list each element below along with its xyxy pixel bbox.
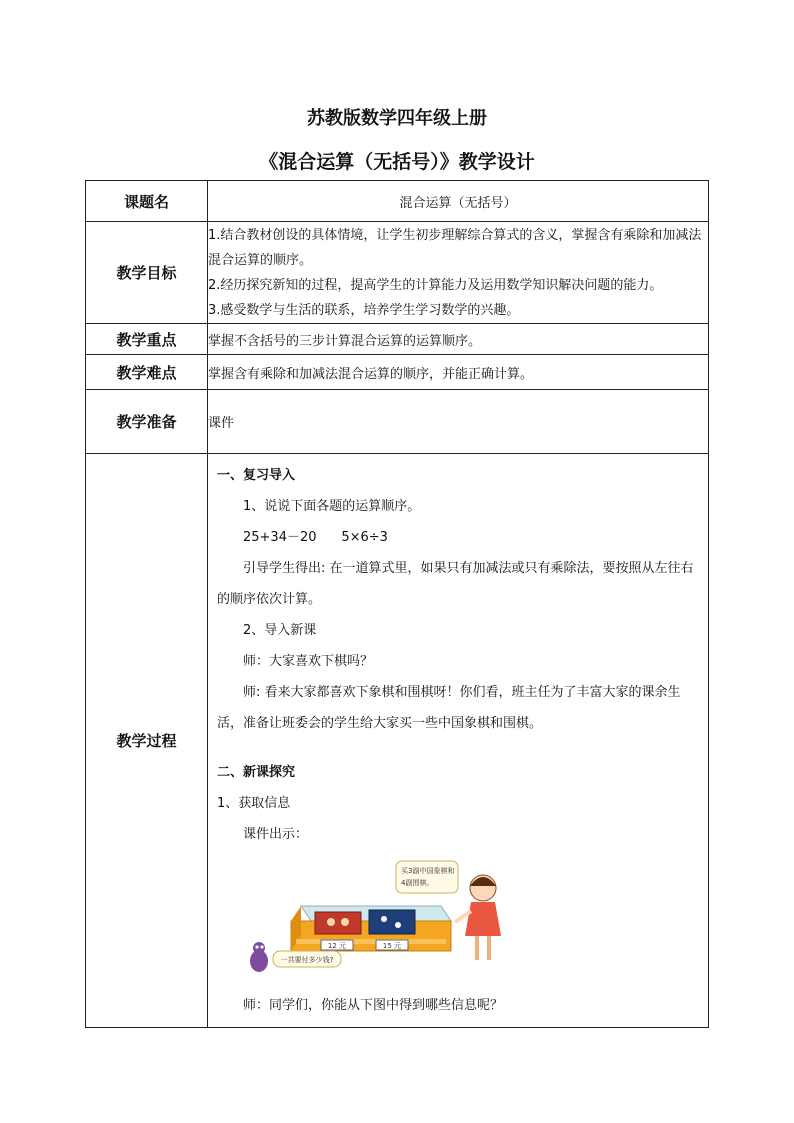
process-paragraph: 1、说说下面各题的运算顺序。 [243,499,421,514]
key-points-label: 教学重点 [86,324,208,355]
process-paragraph: 1、获取信息 [217,796,291,811]
goals-value [208,222,709,324]
process-paragraph: 2、导入新课 [243,623,317,638]
document-title: 苏教版数学四年级上册 [307,108,487,129]
process-paragraph: 课件出示： [243,827,309,842]
process-content [208,454,709,1028]
key-points-value: 掌握不含括号的三步计算混合运算的运算顺序。 [208,324,709,355]
goal-item: 3.感受数学与生活的联系，培养学生学习数学的兴趣。 [208,302,520,318]
process-paragraph: 引导学生得出: 在一道算式里，如果只有加减法或只有乘除法，要按照从左往右的顺序依次计算。 [217,561,694,607]
preparation-label: 教学准备 [86,390,208,454]
courseware-illustration [241,856,621,986]
speech-bubble-girl [396,861,458,893]
price-tag-go: 15 元 [382,942,402,950]
lesson-title: 《混合运算（无括号）》教学设计 [259,151,535,173]
process-label: 教学过程 [86,454,208,1028]
lesson-plan-table [85,180,709,1028]
bubble-line-1: 买3副中国象棋和 [401,867,455,875]
go-box [369,910,415,934]
price-tag-chess: 12 元 [327,942,347,950]
goals-row [86,222,709,324]
section-heading-review: 一、复习导入 [217,468,296,483]
topic-value: 混合运算（无括号） [208,181,709,222]
process-paragraph: 师: 看来大家都喜欢下象棋和围棋呀！你们看，班主任为了丰富大家的课余生活，准备让班委会的学生给大家买一些中国象棋和围棋。 [217,685,681,731]
preparation-value: 课件 [208,390,709,454]
difficulty-label: 教学难点 [86,355,208,390]
difficulty-value: 掌握含有乘除和加减法混合运算的顺序，并能正确计算。 [208,355,709,390]
process-paragraph: 师：大家喜欢下棋吗？ [243,654,374,669]
preparation-row [86,390,709,454]
topic-label: 课题名 [86,181,208,222]
difficulty-row [86,355,709,390]
process-expressions: 25+34－20 5×6÷3 [243,530,388,545]
goal-item: 2.经历探究新知的过程，提高学生的计算能力及运用数学知识解决问题的能力。 [208,277,663,293]
topic-row [86,181,709,222]
process-row [86,454,709,1028]
bubble-line-2: 4副围棋。 [401,879,434,887]
bubble-question: 一共要付多少钱? [280,956,334,964]
goals-label: 教学目标 [86,222,208,324]
goal-item: 1.结合教材创设的具体情境，让学生初步理解综合算式的含义，掌握含有乘除和加减法混合运算的顺序。 [208,227,702,268]
section-heading-explore: 二、新课探究 [217,765,296,780]
key-points-row [86,324,709,355]
process-paragraph: 师：同学们，你能从下图中得到哪些信息呢？ [243,998,504,1013]
chinese-chess-box [315,912,361,934]
